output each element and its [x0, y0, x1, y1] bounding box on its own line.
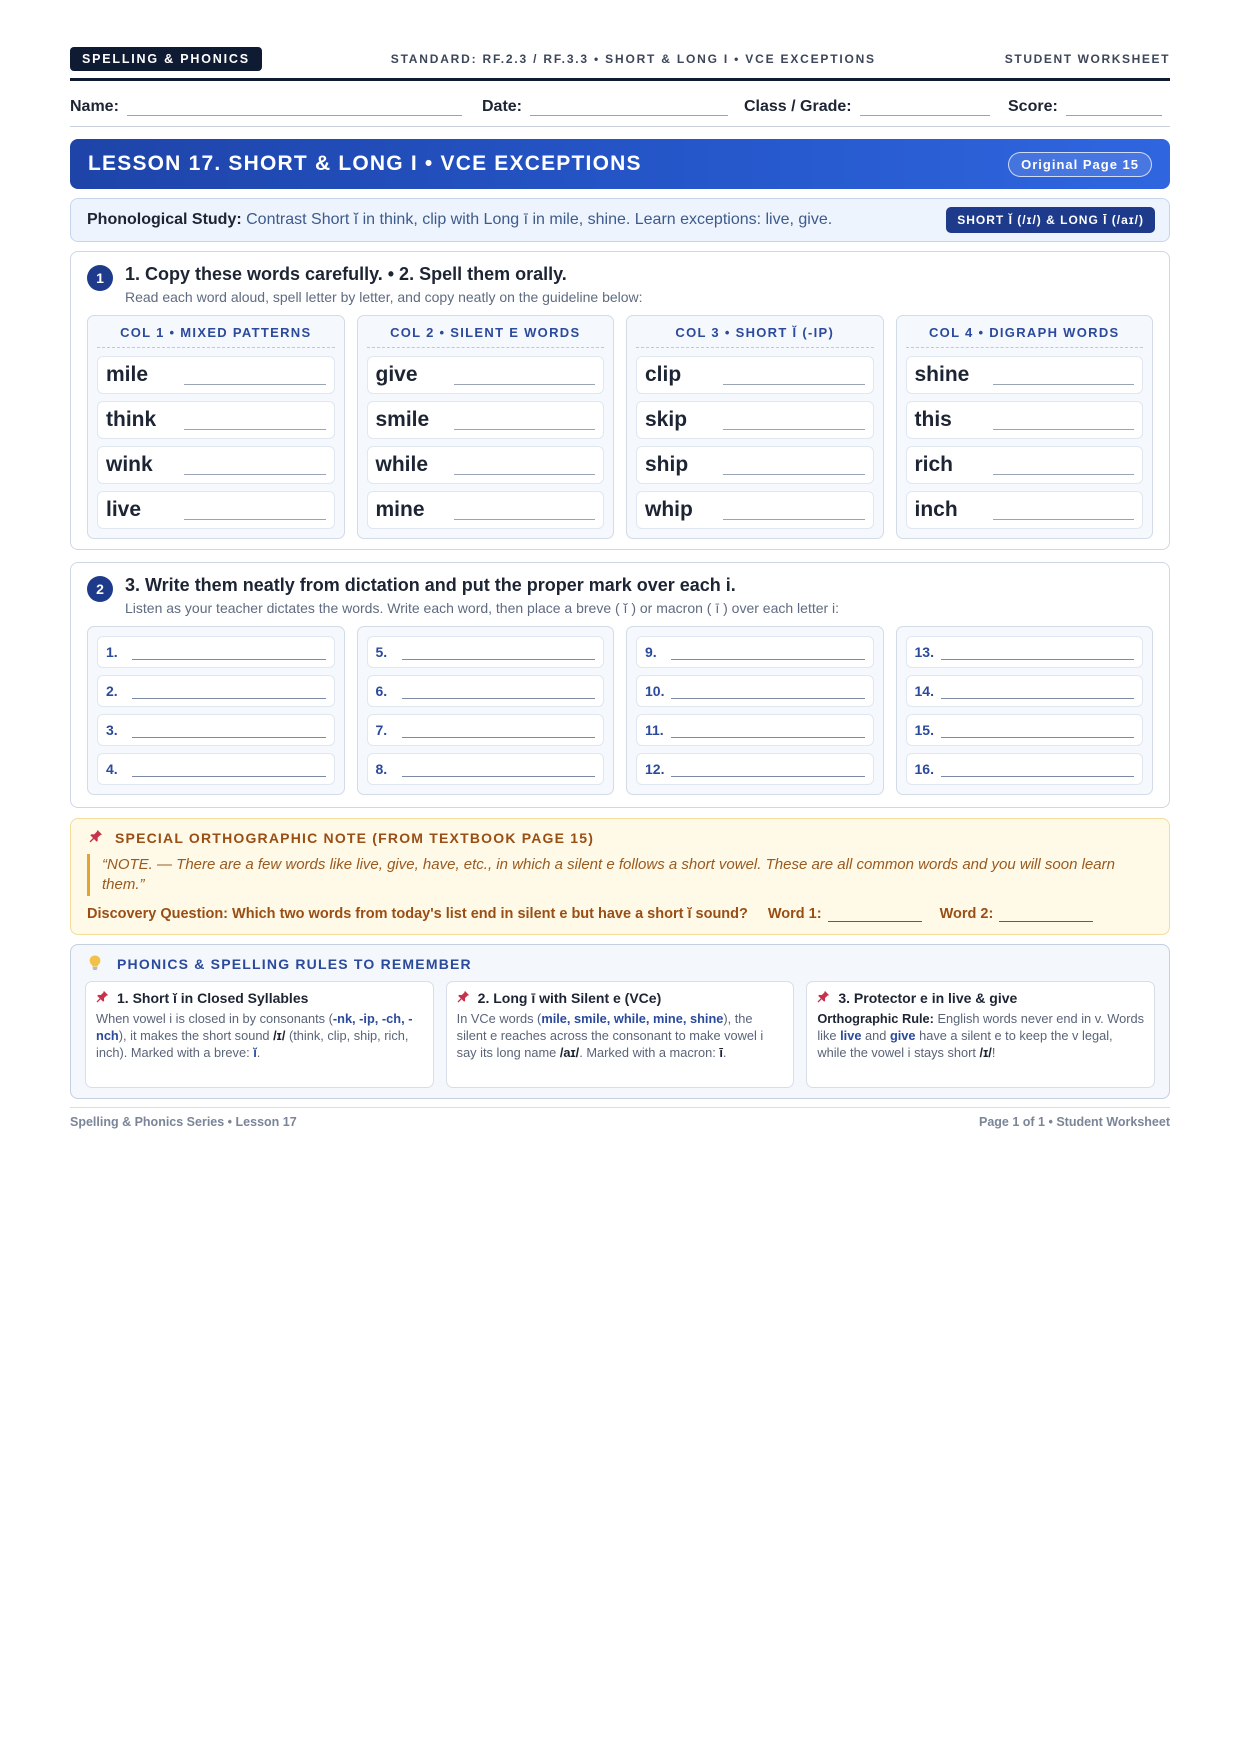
copy-line[interactable] [454, 371, 596, 385]
dictation-row [636, 636, 874, 668]
rule-text: In VCe words ( [456, 1011, 542, 1026]
word-row [636, 401, 874, 439]
standard-label: STANDARD: RF.2.3 / RF.3.3 • SHORT & LONG I • VCE EXCEPTIONS [390, 52, 876, 66]
dictation-line[interactable] [402, 687, 596, 699]
dictation-row [906, 753, 1144, 785]
copy-line[interactable] [723, 371, 865, 385]
note-quote: “NOTE. — There are a few words like live, give, have, etc., in which a silent e follows a short vowel. These are all common words and you will soon learn them.” [87, 854, 1153, 896]
dictation-number: 2. [106, 683, 118, 699]
rule-keyword: -nk, -ip, -ch, -nch [96, 1011, 413, 1043]
column-heading: COL 2 • SILENT E WORDS [367, 322, 605, 348]
dictation-number: 1. [106, 644, 118, 660]
note-header [87, 829, 1153, 846]
dictation-row [636, 753, 874, 785]
dictation-row [97, 636, 335, 668]
phonological-study-body: Contrast Short ĭ in think, clip with Long ī in mile, shine. Learn exceptions: live, give. [246, 211, 833, 228]
dictation-row [636, 675, 874, 707]
rule-text: have a silent e to keep the v legal, while the vowel i stays short [817, 1028, 1113, 1060]
rule-title: 2. Long ī with Silent e (VCe) [477, 990, 662, 1006]
dictation-number: 12. [645, 761, 665, 777]
word-row [97, 401, 335, 439]
rule-text: ), it makes the short sound [118, 1028, 274, 1043]
copy-line[interactable] [454, 416, 596, 430]
dictation-line[interactable] [402, 726, 596, 738]
rule-card-short-i [85, 981, 434, 1088]
word: this [914, 408, 952, 431]
phonological-study-text [87, 211, 832, 229]
dictation-line[interactable] [402, 648, 596, 660]
pushpin-icon [457, 990, 470, 1006]
copy-line[interactable] [184, 506, 326, 520]
student-info-row [70, 81, 1170, 127]
sheet-type-label: STUDENT WORKSHEET [1004, 52, 1170, 66]
dictation-number: 9. [645, 644, 657, 660]
dictation-row [906, 636, 1144, 668]
rules-header [85, 955, 1155, 973]
dictation-number: 7. [375, 722, 388, 738]
word-column-3 [626, 315, 884, 539]
dictation-row [97, 714, 335, 746]
rule-title: 3. Protector e in live & give [838, 990, 1018, 1006]
dictation-column-2 [357, 626, 615, 795]
word-row [97, 356, 335, 394]
dictation-row [97, 753, 335, 785]
rule-keyword: ī [719, 1045, 723, 1060]
section-2-header [87, 575, 1153, 616]
pushpin-icon [96, 990, 109, 1006]
dictation-row [367, 636, 605, 668]
column-heading: COL 1 • MIXED PATTERNS [97, 322, 335, 348]
date-line[interactable] [530, 100, 728, 116]
word: rich [914, 453, 954, 476]
word: skip [645, 408, 688, 431]
word-row [636, 491, 874, 529]
dictation-line[interactable] [941, 648, 1135, 660]
dictation-number: 10. [645, 683, 665, 699]
phonological-study-box [70, 198, 1170, 242]
word-column-2 [357, 315, 615, 539]
rule-card-long-i [446, 981, 795, 1088]
dictation-number: 11. [645, 722, 664, 738]
word: ship [645, 453, 689, 476]
word: think [106, 408, 157, 431]
word-row [906, 401, 1144, 439]
dictation-line[interactable] [132, 687, 326, 699]
rule-body [96, 1010, 423, 1061]
copy-line[interactable] [723, 416, 865, 430]
dictation-line[interactable] [941, 687, 1135, 699]
dictation-number: 8. [375, 761, 388, 777]
dictation-line[interactable] [671, 726, 865, 738]
sound-pill: SHORT Ĭ (/ɪ/) & LONG Ī (/aɪ/) [946, 207, 1155, 233]
rule-keyword: live [840, 1028, 862, 1043]
dictation-line[interactable] [402, 765, 596, 777]
dictation-number: 13. [914, 644, 934, 660]
class-line[interactable] [860, 100, 990, 116]
page-footer [70, 1107, 1170, 1129]
section-2-title: 3. Write them neatly from dictation and put the proper mark over each i. [125, 575, 736, 595]
pushpin-icon [89, 829, 103, 846]
lightbulb-icon [89, 955, 101, 973]
dictation-line[interactable] [132, 648, 326, 660]
word-row [97, 491, 335, 529]
word-2-blank[interactable] [999, 910, 1093, 922]
dictation-row [367, 753, 605, 785]
word: whip [645, 498, 693, 521]
word-row [367, 491, 605, 529]
score-label: Score: [1008, 98, 1058, 115]
dictation-row [636, 714, 874, 746]
section-1-title: 1. Copy these words carefully. • 2. Spell them orally. [125, 264, 567, 284]
dictation-column-3 [626, 626, 884, 795]
top-bar [70, 46, 1170, 72]
rule-keyword: /aɪ/ [559, 1045, 580, 1060]
word: shine [914, 363, 970, 386]
dictation-number: 3. [106, 722, 118, 738]
rules-heading: PHONICS & SPELLING RULES TO REMEMBER [117, 956, 472, 972]
dictation-column-1 [87, 626, 345, 795]
word: inch [914, 498, 958, 521]
footer-page-info: Page 1 of 1 • Student Worksheet [979, 1115, 1170, 1129]
copy-spell-section [70, 251, 1170, 550]
dictation-row [97, 675, 335, 707]
pushpin-icon [817, 990, 830, 1006]
copy-line[interactable] [454, 506, 596, 520]
dictation-line[interactable] [132, 765, 326, 777]
word: live [106, 498, 142, 521]
section-1-subtitle: Read each word aloud, spell letter by letter, and copy neatly on the guideline below: [125, 289, 643, 305]
dictation-row [906, 675, 1144, 707]
dictation-number: 6. [375, 683, 388, 699]
word-row [367, 446, 605, 484]
word-columns [87, 315, 1153, 539]
dictation-section [70, 562, 1170, 808]
date-field[interactable] [482, 98, 744, 116]
dictation-number: 16. [914, 761, 934, 777]
word-row [906, 491, 1144, 529]
dictation-column-4 [896, 626, 1154, 795]
note-heading: SPECIAL ORTHOGRAPHIC NOTE (FROM TEXTBOOK PAGE 15) [115, 829, 595, 846]
worksheet-page [70, 46, 1170, 1129]
copy-line[interactable] [184, 371, 326, 385]
rule-body [457, 1010, 784, 1061]
rule-text: English words never end in v. Words like [817, 1011, 1145, 1043]
copy-line[interactable] [993, 416, 1135, 430]
word: while [375, 453, 429, 476]
rule-keyword: mile, smile, while, mine, shine [541, 1011, 724, 1026]
rule-text: . [722, 1045, 727, 1060]
name-line[interactable] [127, 100, 462, 116]
word-1-blank[interactable] [828, 910, 922, 922]
word-column-4 [896, 315, 1154, 539]
word: mine [375, 498, 425, 521]
word: mile [106, 363, 149, 386]
word: clip [645, 363, 682, 386]
dictation-row [367, 675, 605, 707]
word-2-label: Word 2: [939, 906, 994, 922]
rule-keyword: /ɪ/ [273, 1028, 286, 1043]
word-column-1 [87, 315, 345, 539]
footer-series: Spelling & Phonics Series • Lesson 17 [70, 1115, 297, 1129]
original-page-pill: Original Page 15 [1008, 152, 1152, 177]
dictation-line[interactable] [671, 687, 865, 699]
copy-line[interactable] [723, 506, 865, 520]
word: give [375, 363, 418, 386]
rule-keyword: Orthographic Rule: [817, 1011, 934, 1026]
column-heading: COL 3 • SHORT Ĭ (-IP) [636, 322, 874, 348]
rule-text: . Marked with a macron: [579, 1045, 720, 1060]
dictation-row [906, 714, 1144, 746]
rule-text: and [861, 1028, 890, 1043]
rule-keyword: ĭ [253, 1045, 257, 1060]
section-2-subtitle: Listen as your teacher dictates the words. Write each word, then place a breve ( ĭ ) or macron ( ī ) over each letter i: [125, 600, 840, 616]
class-field[interactable] [744, 98, 1008, 116]
dictation-number: 15. [914, 722, 934, 738]
phonological-study-label: Phonological Study: [87, 211, 242, 228]
word-row [367, 356, 605, 394]
rule-text: . [256, 1045, 261, 1060]
dictation-line[interactable] [941, 765, 1135, 777]
name-label: Name: [70, 98, 119, 115]
column-heading: COL 4 • DIGRAPH WORDS [906, 322, 1144, 348]
dictation-number: 14. [914, 683, 934, 699]
name-field[interactable] [70, 98, 482, 116]
dictation-line[interactable] [671, 765, 865, 777]
rule-body [817, 1010, 1144, 1061]
copy-line[interactable] [723, 461, 865, 475]
copy-line[interactable] [184, 416, 326, 430]
dictation-row [367, 714, 605, 746]
lesson-banner [70, 139, 1170, 189]
rule-text: (think, clip, ship, rich, inch). Marked with a breve: [96, 1028, 409, 1060]
orthographic-note [70, 818, 1170, 935]
word-row [636, 356, 874, 394]
word-row [906, 356, 1144, 394]
rule-text: ), the silent e reaches across the consonant to make vowel i say its long name [456, 1011, 764, 1060]
rule-keyword: give [889, 1028, 916, 1043]
word-row [636, 446, 874, 484]
score-line[interactable] [1066, 100, 1162, 116]
rule-card-protector-e [806, 981, 1155, 1088]
copy-line[interactable] [993, 461, 1135, 475]
discovery-question-row [87, 906, 1153, 922]
rule-keyword: /ɪ/ [979, 1045, 992, 1060]
date-label: Date: [482, 98, 523, 115]
copy-line[interactable] [993, 506, 1135, 520]
lesson-title: LESSON 17. SHORT & LONG I • VCE EXCEPTIONS [88, 152, 642, 175]
rule-title: 1. Short ĭ in Closed Syllables [117, 990, 309, 1006]
rule-cards [85, 981, 1155, 1088]
section-2-number: 2 [87, 576, 113, 602]
word-row [367, 401, 605, 439]
discovery-question: Discovery Question: Which two words from today's list end in silent e but have a short ĭ sound? [87, 906, 748, 922]
score-field[interactable] [1008, 98, 1170, 116]
dictation-number: 4. [106, 761, 118, 777]
rules-box [70, 944, 1170, 1099]
copy-line[interactable] [454, 461, 596, 475]
section-1-number: 1 [87, 265, 113, 291]
class-label: Class / Grade: [744, 98, 852, 115]
copy-line[interactable] [184, 461, 326, 475]
dictation-line[interactable] [132, 726, 326, 738]
section-1-header [87, 264, 1153, 305]
dictation-line[interactable] [941, 726, 1135, 738]
word: wink [106, 453, 153, 476]
rule-text: When vowel i is closed in by consonants ( [96, 1011, 333, 1026]
rule-text: ! [991, 1045, 996, 1060]
word-1-label: Word 1: [767, 906, 822, 922]
dictation-columns [87, 626, 1153, 795]
dictation-line[interactable] [671, 648, 865, 660]
word: smile [375, 408, 430, 431]
word-row [97, 446, 335, 484]
word-row [906, 446, 1144, 484]
copy-line[interactable] [993, 371, 1135, 385]
dictation-number: 5. [375, 644, 388, 660]
series-badge: SPELLING & PHONICS [70, 47, 262, 71]
